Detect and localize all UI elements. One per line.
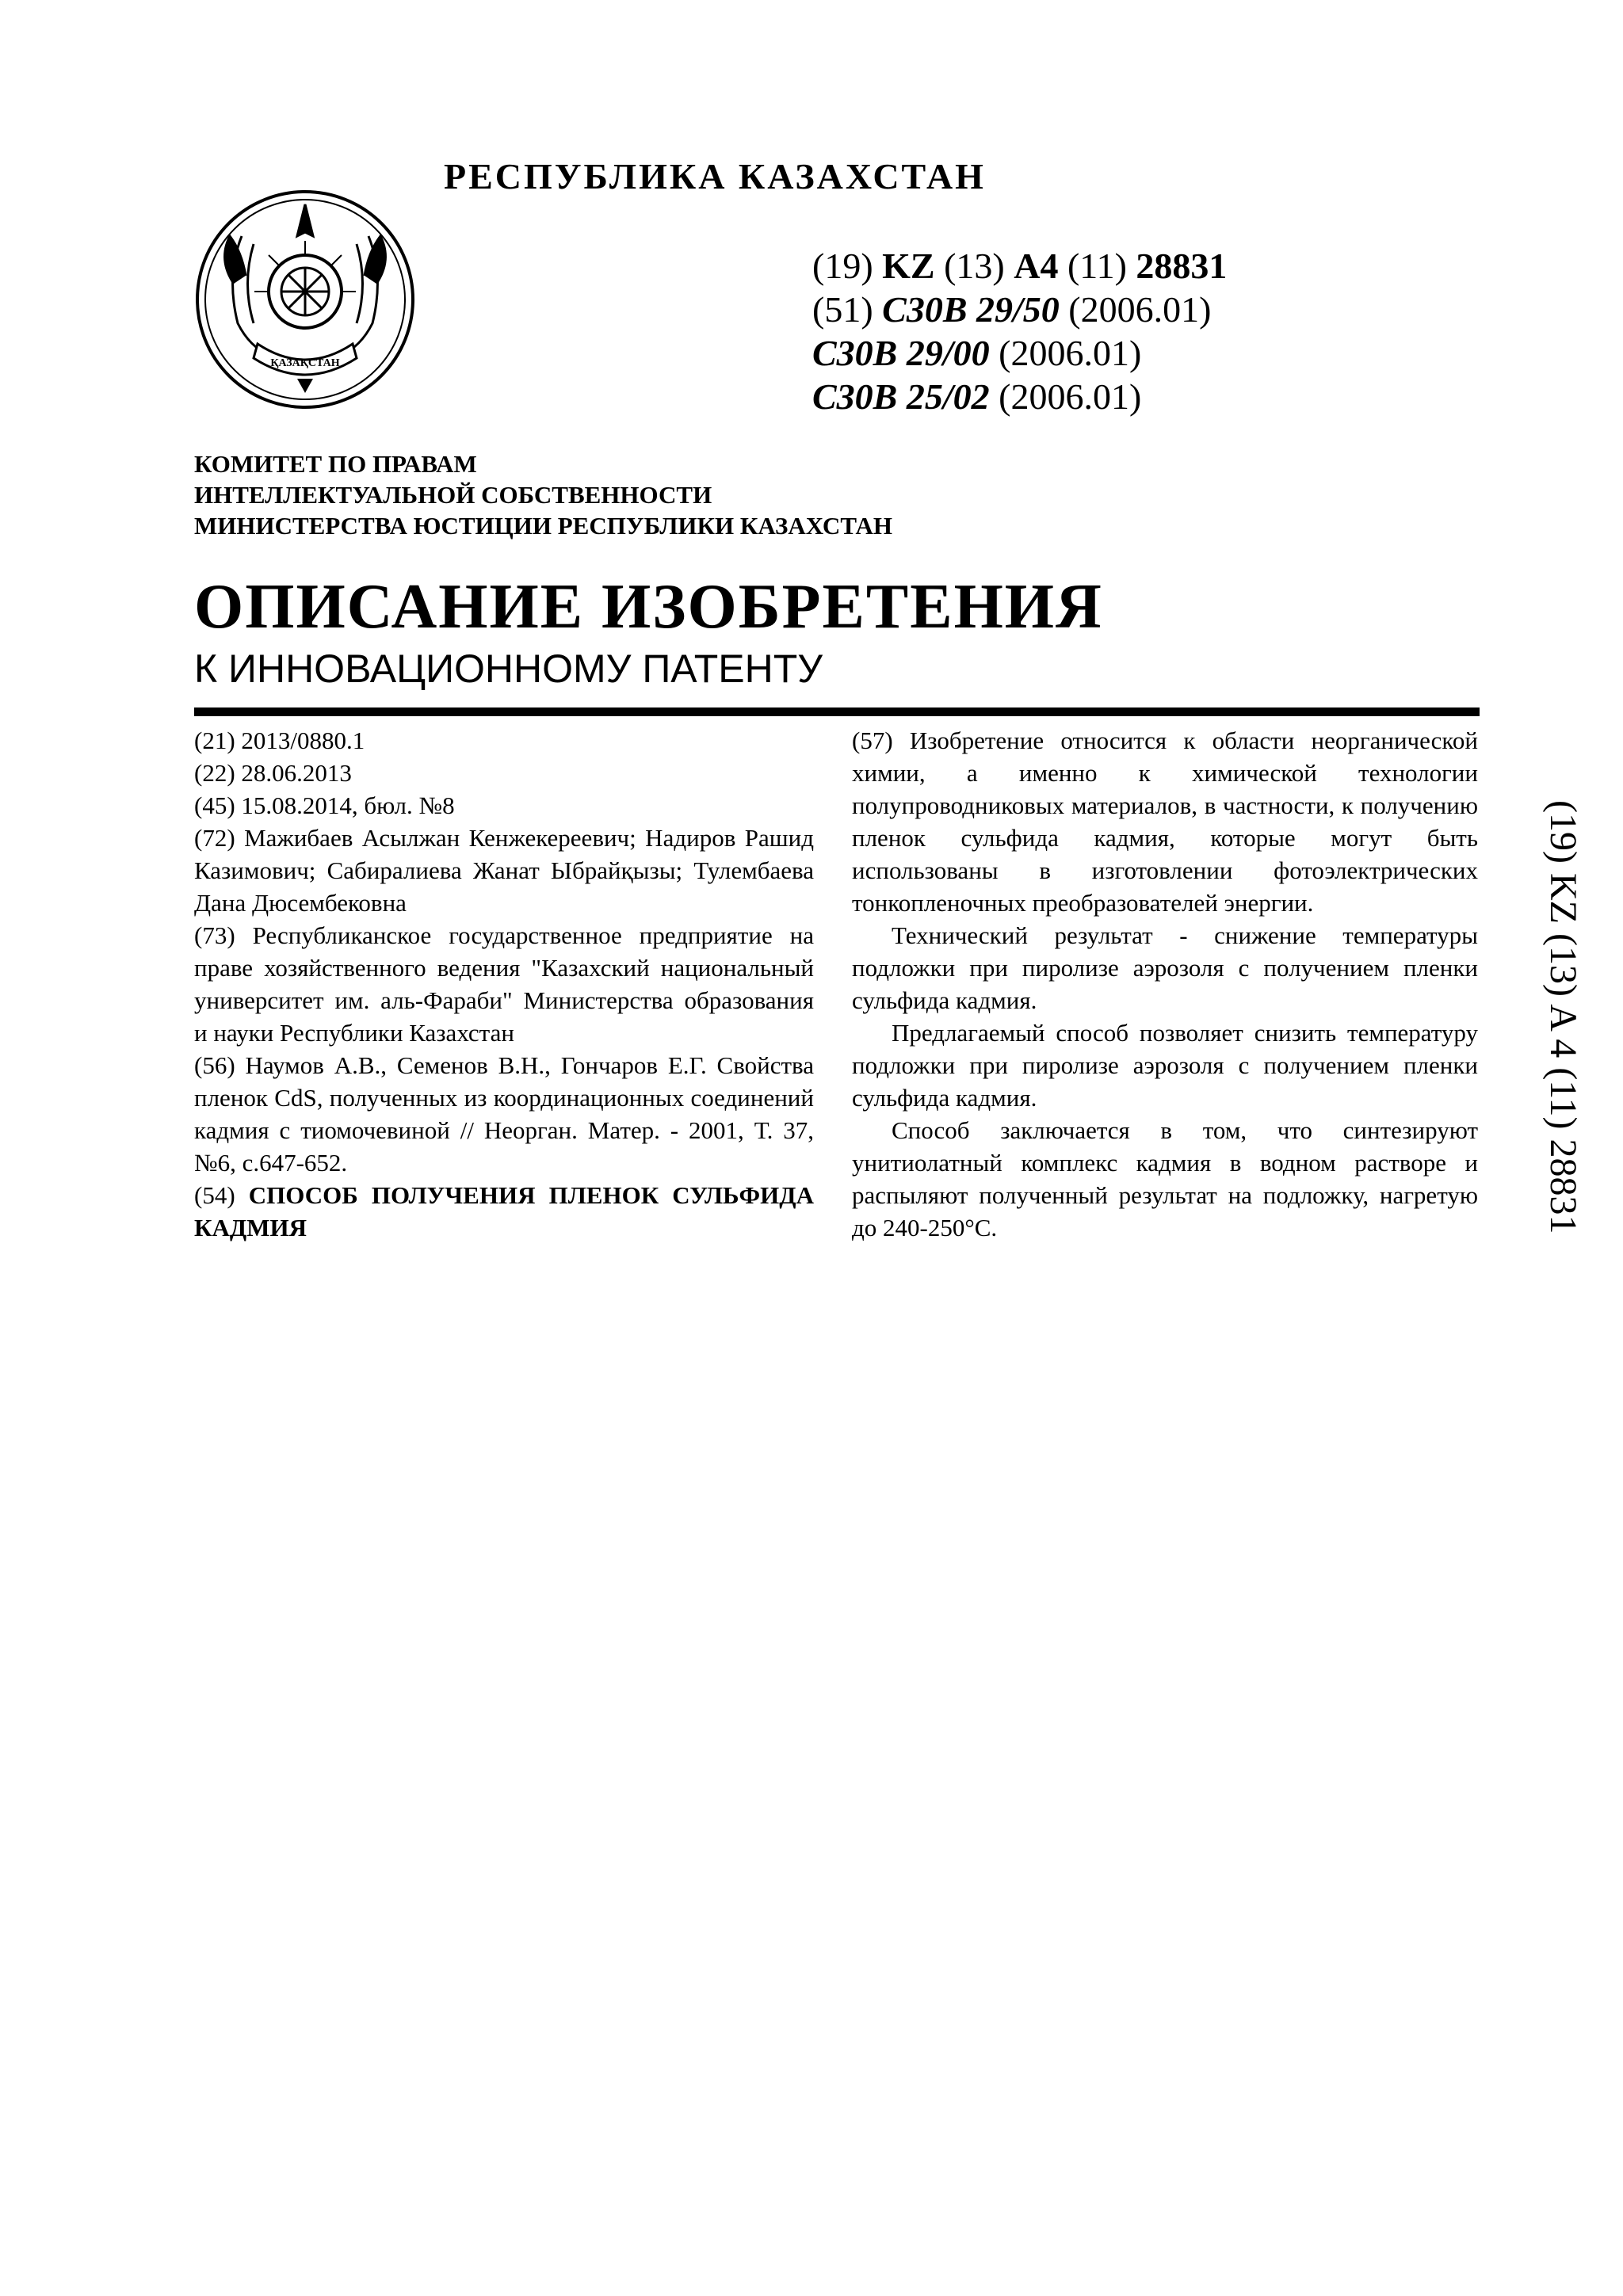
code-51: (51) [812, 289, 873, 330]
code-19: (19) [812, 246, 873, 286]
abstract-paragraph-4: Способ заключается в том, что синтезируют унитиолатный комплекс кадмия в водном растворе и распыляют полученный результат на подложку, нагретую до 240-250°С. [852, 1116, 1478, 1241]
bibliographic-data [194, 724, 814, 1244]
ipc-code: C30B 29/00 [812, 333, 990, 373]
side-publication-label [1529, 800, 1593, 1244]
patent-number: 28831 [1136, 246, 1228, 286]
ipc-version: (2006.01) [1068, 289, 1212, 330]
ipc-line-2 [812, 331, 1227, 375]
abstract-paragraph-1: (57) Изобретение относится к области неорганической химии, а именно к химической технологии полупроводниковых материалов, в частности, к получению пленок сульфида кадмия, которые могут быть использованы в изготовлении фотоэлектрических тонкопленочных преобразователей энергии. [852, 727, 1478, 917]
committee-line: МИНИСТЕРСТВА ЮСТИЦИИ РЕСПУБЛИКИ КАЗАХСТАН [194, 512, 892, 540]
abstract-paragraph-3: Предлагаемый способ позволяет снизить температуру подложки при пиролизе аэрозоля с получением пленки сульфида кадмия. [852, 1019, 1478, 1112]
field-56-references: (56) Наумов А.В., Семенов В.Н., Гончаров Е.Г. Свойства пленок CdS, полученных из координационных соединений кадмия с тиомочевиной // Неорган. Матер. - 2001, Т. 37, №6, с.647-652. [194, 1051, 814, 1177]
field-73-patentee: (73) Республиканское государственное предприятие на праве хозяйственного ведения "Казахский национальный университет им. аль-Фараби" Министерства образования и науки Республики Казахстан [194, 921, 814, 1047]
committee-name [194, 448, 892, 541]
side-label-text: (19) KZ (13) A 4 (11) 28831 [1542, 800, 1584, 1234]
field-72-inventors: (72) Мажибаев Асылжан Кенжекереевич; Надиров Рашид Казимович; Сабиралиева Жанат Ыбрайқызы; Тулембаева Дана Дюсембековна [194, 824, 814, 917]
document-kind: A4 [1014, 246, 1059, 286]
publication-line [812, 244, 1227, 288]
code-11: (11) [1067, 246, 1127, 286]
emblem-text: ҚАЗАҚСТАН [270, 357, 340, 369]
ipc-version: (2006.01) [999, 333, 1142, 373]
abstract-paragraph-2: Технический результат - снижение температуры подложки при пиролизе аэрозоля с получением пленки сульфида кадмия. [852, 921, 1478, 1014]
document-subtitle: К ИННОВАЦИОННОМУ ПАТЕНТУ [194, 646, 823, 691]
code-13: (13) [944, 246, 1005, 286]
ipc-version: (2006.01) [999, 376, 1142, 417]
document-title: ОПИСАНИЕ ИЗОБРЕТЕНИЯ [194, 572, 1103, 642]
title-rule [194, 707, 1480, 716]
ipc-line-1 [812, 288, 1227, 331]
field-54-title [194, 1179, 814, 1244]
invention-title: СПОСОБ ПОЛУЧЕНИЯ ПЛЕНОК СУЛЬФИДА КАДМИЯ [194, 1181, 814, 1241]
country-heading: РЕСПУБЛИКА КАЗАХСТАН [444, 156, 986, 196]
committee-line: ИНТЕЛЛЕКТУАЛЬНОЙ СОБСТВЕННОСТИ [194, 481, 712, 509]
country-code: KZ [882, 246, 935, 286]
ipc-line-3 [812, 375, 1227, 418]
field-21: (21) 2013/0880.1 [194, 727, 365, 754]
abstract [852, 724, 1478, 1244]
field-45: (45) 15.08.2014, бюл. №8 [194, 791, 455, 819]
committee-line: КОМИТЕТ ПО ПРАВАМ [194, 450, 477, 478]
ipc-code: C30B 29/50 [882, 289, 1060, 330]
field-54-number: (54) [194, 1181, 235, 1209]
field-22: (22) 28.06.2013 [194, 759, 352, 787]
classification-codes [812, 244, 1227, 418]
ipc-code: C30B 25/02 [812, 376, 990, 417]
state-emblem-icon [194, 189, 416, 410]
